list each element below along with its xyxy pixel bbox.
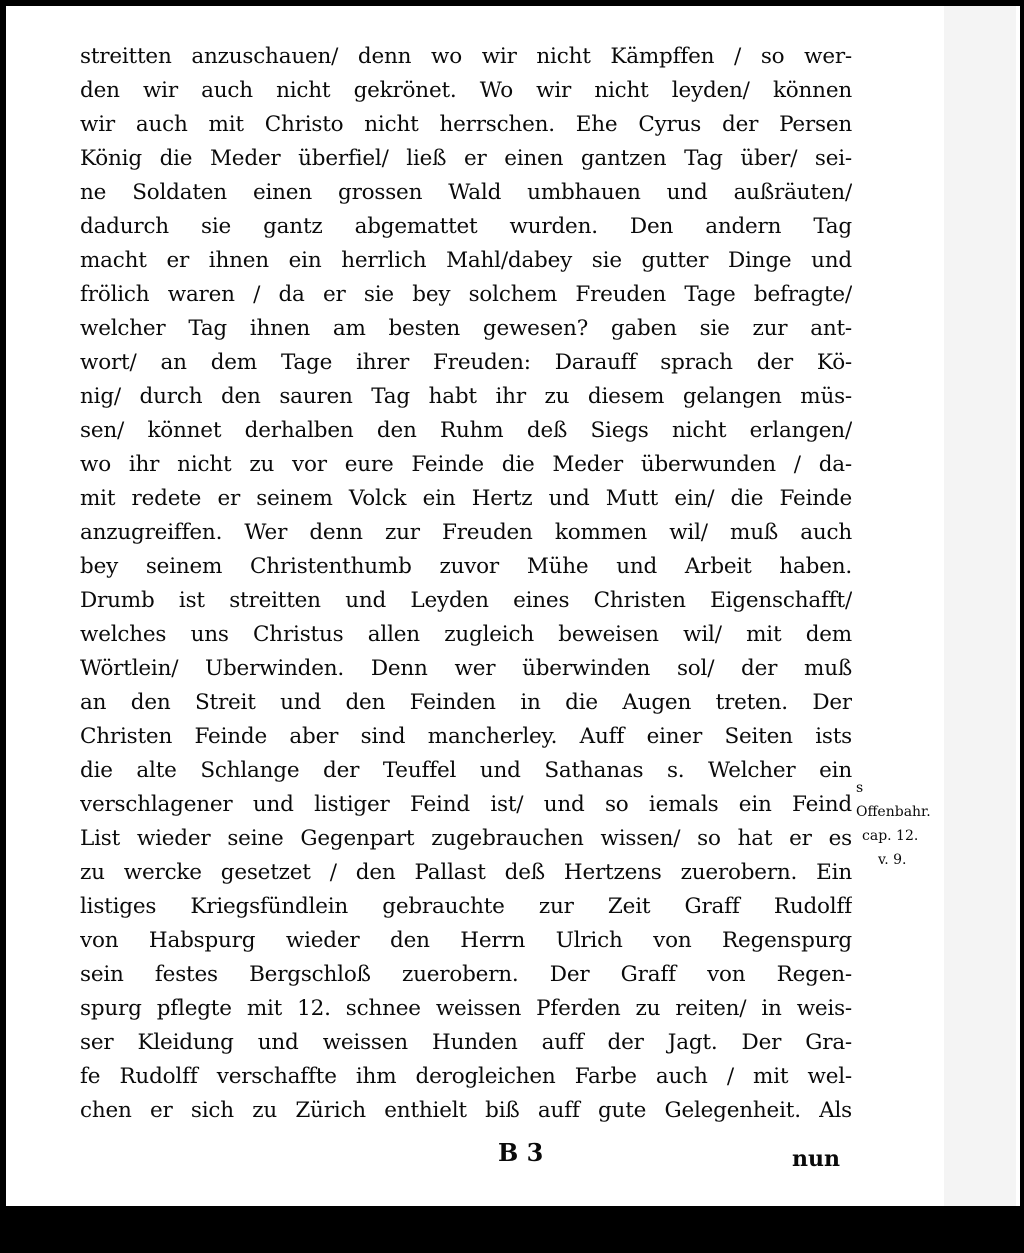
text-line: sein festes Bergschloß zuerobern. Der Graff von Regen- [80, 962, 852, 987]
text-line: Drumb ist streitten und Leyden eines Christen Eigenschafft/ [80, 588, 852, 613]
marginal-chapter: cap. 12. [862, 828, 919, 844]
text-line: den wir auch nicht gekrönet. Wo wir nicht leyden/ können [80, 78, 852, 103]
adjacent-page-edge [944, 6, 1016, 1206]
text-line: von Habspurg wieder den Herrn Ulrich von Regenspurg [80, 928, 852, 953]
text-line: Christen Feinde aber sind mancherley. Auff einer Seiten ists [80, 724, 852, 749]
text-line: verschlagener und listiger Feind ist/ und so iemals ein Feind [80, 792, 852, 817]
signature-mark: B 3 [498, 1138, 544, 1167]
text-line: dadurch sie gantz abgemattet wurden. Den andern Tag [80, 214, 852, 239]
text-line: chen er sich zu Zürich enthielt biß auff gute Gelegenheit. Als [80, 1098, 852, 1123]
text-line: anzugreiffen. Wer denn zur Freuden kommen wil/ muß auch [80, 520, 852, 545]
text-line: welcher Tag ihnen am besten gewesen? gaben sie zur ant- [80, 316, 852, 341]
text-line: zu wercke gesetzet / den Pallast deß Hertzens zuerobern. Ein [80, 860, 852, 885]
text-line: frölich waren / da er sie bey solchem Freuden Tage befragte/ [80, 282, 852, 307]
text-line: welches uns Christus allen zugleich beweisen wil/ mit dem [80, 622, 852, 647]
text-line: wort/ an dem Tage ihrer Freuden: Darauff sprach der Kö- [80, 350, 852, 375]
scan-border [0, 1206, 1024, 1253]
text-line: ser Kleidung und weissen Hunden auff der Jagt. Der Gra- [80, 1030, 852, 1055]
text-line: fe Rudolff verschaffte ihm derogleichen Farbe auch / mit wel- [80, 1064, 852, 1089]
text-line: die alte Schlange der Teuffel und Sathanas s. Welcher ein [80, 758, 852, 783]
text-line: List wieder seine Gegenpart zugebrauchen wissen/ so hat er es [80, 826, 852, 851]
text-line: wo ihr nicht zu vor eure Feinde die Meder überwunden / da- [80, 452, 852, 477]
text-line: streitten anzuschauen/ denn wo wir nicht Kämpffen / so wer- [80, 44, 852, 69]
text-line: spurg pflegte mit 12. schnee weissen Pferden zu reiten/ in weis- [80, 996, 852, 1021]
marginal-verse: v. 9. [878, 852, 907, 868]
marginal-mark: s [856, 780, 864, 796]
text-line: wir auch mit Christo nicht herrschen. Ehe Cyrus der Persen [80, 112, 852, 137]
text-line: nig/ durch den sauren Tag habt ihr zu diesem gelangen müs- [80, 384, 852, 409]
text-line: listiges Kriegsfündlein gebrauchte zur Zeit Graff Rudolff [80, 894, 852, 919]
text-line: bey seinem Christenthumb zuvor Mühe und Arbeit haben. [80, 554, 852, 579]
text-line: sen/ könnet derhalben den Ruhm deß Siegs nicht erlangen/ [80, 418, 852, 443]
catchword: nun [792, 1146, 840, 1172]
text-line: Wörtlein/ Uberwinden. Denn wer überwinden sol/ der muß [80, 656, 852, 681]
text-line: macht er ihnen ein herrlich Mahl/dabey sie gutter Dinge und [80, 248, 852, 273]
marginal-source: Offenbahr. [856, 804, 931, 820]
text-line: ne Soldaten einen grossen Wald umbhauen und außräuten/ [80, 180, 852, 205]
text-line: mit redete er seinem Volck ein Hertz und Mutt ein/ die Feinde [80, 486, 852, 511]
text-line: an den Streit und den Feinden in die Augen treten. Der [80, 690, 852, 715]
text-line: König die Meder überfiel/ ließ er einen gantzen Tag über/ sei- [80, 146, 852, 171]
